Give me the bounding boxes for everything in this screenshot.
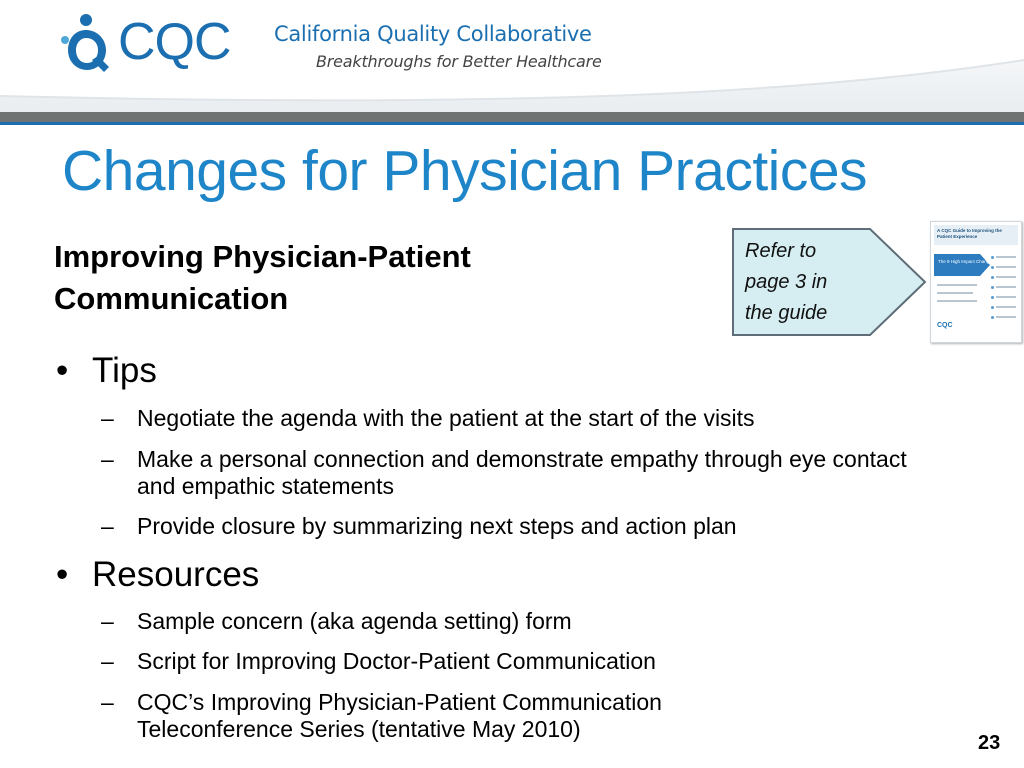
organization-name: California Quality Collaborative	[274, 22, 592, 46]
thumbnail-logo: CQC	[937, 322, 953, 329]
callout-line-2: page 3 in	[745, 271, 828, 293]
guide-thumbnail	[930, 221, 1022, 343]
header-accent-line	[0, 122, 1024, 125]
thumbnail-heading: A CQC Guide to Improving the Patient Experience	[937, 228, 1002, 239]
thumbnail-text-line	[996, 276, 1016, 278]
logo-wordmark: CQC	[118, 13, 231, 71]
thumbnail-header	[934, 225, 1018, 245]
sub-bullet-text: CQC’s Improving Physician-Patient Communication Teleconference Series (tentative May 2010)	[137, 689, 662, 742]
thumbnail-bullet	[991, 276, 994, 279]
dash-marker: –	[101, 405, 114, 431]
thumbnail-bullet	[991, 306, 994, 309]
slide-title: Changes for Physician Practices	[62, 139, 868, 203]
thumbnail-arrow-label: The 9 High Impact Changes	[938, 259, 995, 264]
dash-marker: –	[101, 689, 114, 715]
cqc-logo-icon	[56, 8, 116, 74]
thumbnail-text-line	[937, 284, 977, 286]
sub-bullet-text: Negotiate the agenda with the patient at the start of the visits	[137, 405, 755, 431]
bullet-label: Tips	[92, 351, 157, 390]
subtitle-line-1: Improving Physician-Patient	[54, 239, 471, 274]
bullet-marker: •	[56, 351, 69, 390]
callout-line-1: Refer to	[745, 240, 817, 262]
thumbnail-text-line	[937, 292, 973, 294]
thumbnail-text-line	[996, 296, 1016, 298]
sub-bullet-text: Sample concern (aka agenda setting) form	[137, 608, 572, 634]
thumbnail-bullet	[991, 256, 994, 259]
organization-tagline: Breakthroughs for Better Healthcare	[316, 52, 602, 71]
header-divider	[0, 112, 1024, 122]
thumbnail-text-line	[996, 266, 1016, 268]
bullet-label: Resources	[92, 555, 260, 594]
thumbnail-text-line	[937, 300, 977, 302]
thumbnail-text-line	[996, 286, 1016, 288]
thumbnail-text-line	[996, 306, 1016, 308]
sub-bullet-text: Script for Improving Doctor-Patient Communication	[137, 648, 656, 674]
sub-bullet-text: Provide closure by summarizing next steps and action plan	[137, 513, 737, 539]
bullet-marker: •	[56, 555, 69, 594]
thumbnail-bullet	[991, 266, 994, 269]
dash-marker: –	[101, 513, 114, 539]
page-number: 23	[978, 732, 1001, 754]
callout-line-3: the guide	[745, 302, 828, 324]
thumbnail-bullet	[991, 316, 994, 319]
callout-text	[745, 236, 875, 329]
dash-marker: –	[101, 608, 114, 634]
dash-marker: –	[101, 648, 114, 674]
subtitle-line-2: Communication	[54, 281, 289, 316]
slide-subtitle	[54, 236, 634, 320]
thumbnail-text-line	[996, 256, 1016, 258]
dash-marker: –	[101, 446, 114, 472]
thumbnail-text-line	[996, 316, 1016, 318]
sub-bullet-text: Make a personal connection and demonstrate empathy through eye contact and empathic statements	[137, 446, 907, 499]
thumbnail-bullet	[991, 296, 994, 299]
thumbnail-bullet	[991, 286, 994, 289]
slide-header	[0, 0, 1024, 112]
